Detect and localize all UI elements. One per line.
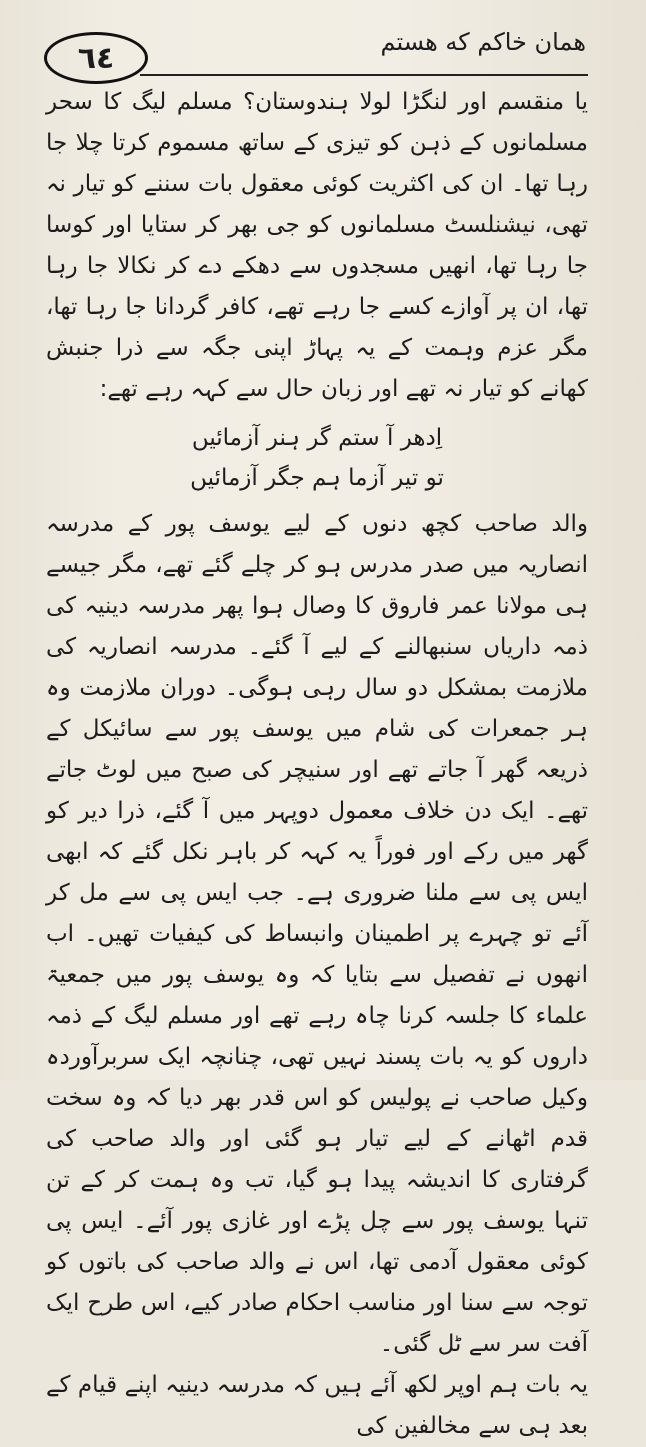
poem-line-2: تو تیر آزما ہم جگر آزمائیں — [190, 465, 444, 491]
running-title: همان خاکم که هستم — [380, 28, 586, 56]
poem-line-1: اِدھر آ ستم گر ہنر آزمائیں — [191, 425, 443, 451]
paragraph-3: یہ بات ہم اوپر لکھ آئے ہیں کہ مدرسہ دینیہ اپنے قیام کے بعد ہی سے مخالفین کی — [46, 1372, 588, 1439]
page-header — [40, 24, 588, 86]
body-text — [46, 82, 588, 1447]
page-number: ٦٤ — [44, 32, 148, 84]
paragraph-2: والد صاحب کچھ دنوں کے لیے یوسف پور کے مدرسہ انصاریہ میں صدر مدرس ہو کر چلے گئے تھے، مگر جیسے ہی مولانا عمر فاروق کا وصال ہوا پھر مدرسہ دینیہ کی ذمہ داریاں سنبھالنے کے لیے آ گئے۔ مدرسہ انصاریہ کی ملازمت بمشکل دو سال رہی ہوگی۔ دوران ملازمت وہ ہر جمعرات کی شام میں یوسف پور سے سائیکل کے ذریعہ گھر آ جاتے تھے اور سنیچر کی صبح میں لوٹ جاتے تھے۔ ایک دن خلاف معمول دوپہر میں آ گئے، ذرا دیر کو گھر میں رکے اور فوراً یہ کہہ کر باہر نکل گئے کہ ابھی ایس پی سے ملنا ضروری ہے۔ جب ایس پی سے مل کر آئے تو چہرے پر اطمینان وانبساط کی کیفیات تھیں۔ اب انھوں نے تفصیل سے بتایا کہ وہ یوسف پور میں جمعیۃ علماء کا جلسہ کرنا چاہ رہے تھے اور مسلم لیگ کے ذمہ داروں کو یہ بات پسند نہیں تھی، چنانچہ ایک سربرآوردہ وکیل صاحب نے پولیس کو اس قدر بھر دیا کہ وہ سخت قدم اٹھانے کے لیے تیار ہو گئی اور والد صاحب کی گرفتاری کا اندیشہ پیدا ہو گیا، تب وہ ہمت کر کے تن تنہا یوسف پور سے چل پڑے اور غازی پور آئے۔ ایس پی کوئی معقول آدمی تھا، اس نے والد صاحب کی باتوں کو توجہ سے سنا اور مناسب احکام صادر کیے، اس طرح ایک آفت سر سے ٹل گئی۔ — [46, 511, 588, 1357]
poem-couplet — [46, 418, 588, 498]
header-rule — [140, 74, 588, 76]
paragraph-1: یا منقسم اور لنگڑا لولا ہندوستان؟ مسلم لیگ کا سحر مسلمانوں کے ذہن کو تیزی کے ساتھ مسموم کرتا چلا جا رہا تھا۔ ان کی اکثریت کوئی معقول بات سننے کو تیار نہ تھی، نیشنلسٹ مسلمانوں کو جی بھر کر ستایا اور کوسا جا رہا تھا، انھیں مسجدوں سے دھکے دے کر نکالا جا رہا تھا، ان پر آوازے کسے جا رہے تھے، کافر گردانا جا رہا تھا، مگر عزم وہمت کے یہ پہاڑ اپنی جگہ سے ذرا جنبش کھانے کو تیار نہ تھے اور زبان حال سے کہہ رہے تھے: — [46, 89, 588, 402]
